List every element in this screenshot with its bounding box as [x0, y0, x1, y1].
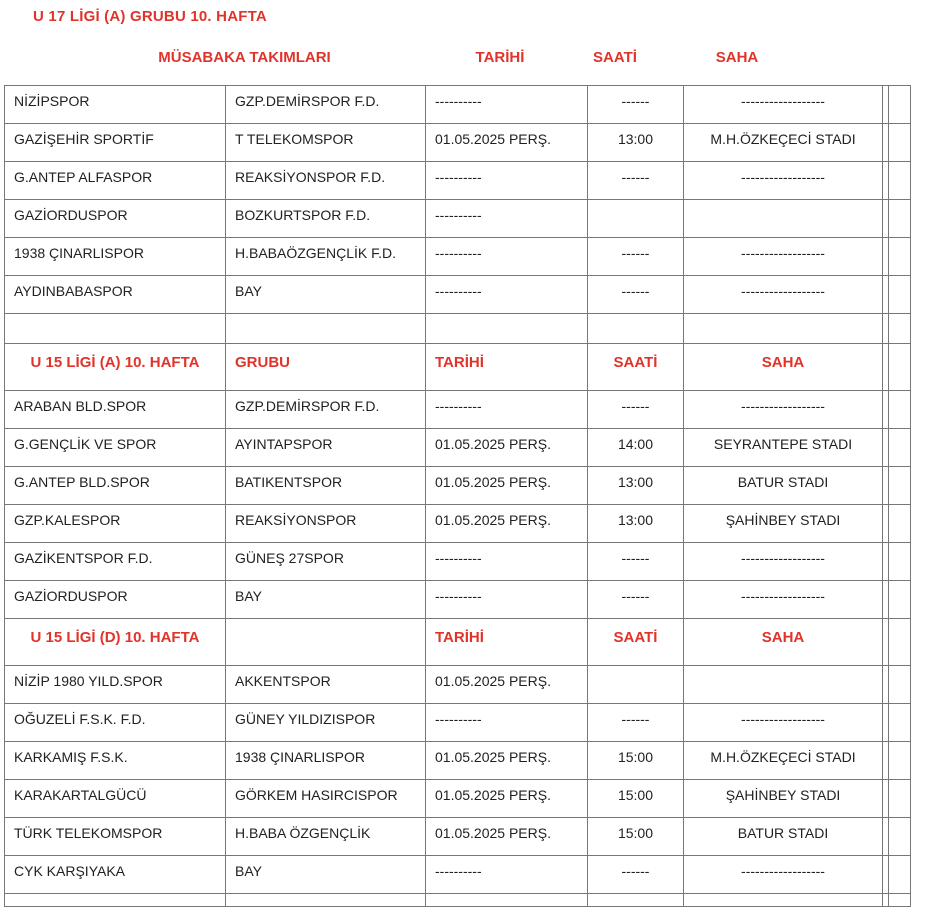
cell-margin — [888, 429, 911, 467]
cell-time: ------ — [587, 581, 683, 619]
cell-date: ---------- — [425, 543, 587, 581]
cell-date: 01.05.2025 PERŞ. — [425, 505, 587, 543]
cell-time: 13:00 — [587, 467, 683, 505]
fixture-row — [4, 238, 911, 276]
cell-venue: ŞAHİNBEY STADI — [683, 505, 883, 543]
cell-venue: SEYRANTEPE STADI — [683, 429, 883, 467]
empty-row — [4, 314, 911, 344]
fixture-row — [4, 124, 911, 162]
cell-away-team: GZP.DEMİRSPOR F.D. — [225, 86, 425, 124]
cell-venue: ŞAHİNBEY STADI — [683, 780, 883, 818]
cell-date: ---------- — [425, 162, 587, 200]
cell-date: 01.05.2025 PERŞ. — [425, 780, 587, 818]
cell-time: 15:00 — [587, 818, 683, 856]
cell-away-team: BOZKURTSPOR F.D. — [225, 200, 425, 238]
cell-venue: BATUR STADI — [683, 467, 883, 505]
venue-column-header: SAHA — [683, 344, 883, 391]
cell-away-team: H.BABA ÖZGENÇLİK — [225, 818, 425, 856]
cell-date — [425, 314, 587, 344]
time-column-header: SAATİ — [587, 344, 683, 391]
cell-time: ------ — [587, 543, 683, 581]
fixture-row — [4, 818, 911, 856]
fixture-row — [4, 200, 911, 238]
cell-margin — [888, 818, 911, 856]
cell-away-team: T TELEKOMSPOR — [225, 124, 425, 162]
cell-away-team: GÜNEY YILDIZISPOR — [225, 704, 425, 742]
cell-home-team: NİZİP 1980 YILD.SPOR — [4, 666, 225, 704]
cell-home-team: KARKAMIŞ F.S.K. — [4, 742, 225, 780]
cell-margin — [888, 344, 911, 391]
partial-row — [4, 894, 911, 907]
fixture-table — [4, 85, 911, 907]
fixture-row — [4, 276, 911, 314]
cell-margin — [888, 704, 911, 742]
cell-home-team: GAZİORDUSPOR — [4, 581, 225, 619]
cell-away-team: BAY — [225, 581, 425, 619]
cell-date: 01.05.2025 PERŞ. — [425, 467, 587, 505]
cell-venue: M.H.ÖZKEÇECİ STADI — [683, 742, 883, 780]
cell-venue: ------------------ — [683, 391, 883, 429]
cell-home-team: OĞUZELİ F.S.K. F.D. — [4, 704, 225, 742]
section-title: U 15 LİGİ (D) 10. HAFTA — [4, 619, 225, 666]
date-column-header: TARİHİ — [425, 619, 587, 666]
cell-time: 14:00 — [587, 429, 683, 467]
cell-away-team: AKKENTSPOR — [225, 666, 425, 704]
time-column-header: SAATİ — [587, 619, 683, 666]
cell-venue: ------------------ — [683, 581, 883, 619]
cell-time: ------ — [587, 704, 683, 742]
cell-away-team: GZP.DEMİRSPOR F.D. — [225, 391, 425, 429]
cell-margin — [888, 742, 911, 780]
cell-date: ---------- — [425, 581, 587, 619]
cell-away-team: H.BABAÖZGENÇLİK F.D. — [225, 238, 425, 276]
fixture-row — [4, 429, 911, 467]
cell-margin — [888, 86, 911, 124]
fixture-row — [4, 467, 911, 505]
cell-home-team: GAZİŞEHİR SPORTİF — [4, 124, 225, 162]
fixture-row — [4, 543, 911, 581]
cell-margin — [888, 276, 911, 314]
cell-venue: M.H.ÖZKEÇECİ STADI — [683, 124, 883, 162]
cell-venue — [683, 314, 883, 344]
cell-away-team: GÜNEŞ 27SPOR — [225, 543, 425, 581]
cell-home-team: NİZİPSPOR — [4, 86, 225, 124]
cell-away-team: BATIKENTSPOR — [225, 467, 425, 505]
cell-venue: BATUR STADI — [683, 818, 883, 856]
cell-time: 15:00 — [587, 742, 683, 780]
cell-time — [587, 200, 683, 238]
time-column-header: SAATİ — [593, 49, 637, 66]
cell-margin — [888, 467, 911, 505]
cell-venue: ------------------ — [683, 276, 883, 314]
cell-time: ------ — [587, 238, 683, 276]
fixture-row — [4, 704, 911, 742]
cell-date: ---------- — [425, 276, 587, 314]
venue-column-header: SAHA — [683, 619, 883, 666]
cell-date: ---------- — [425, 86, 587, 124]
cell-margin — [888, 314, 911, 344]
cell-margin — [888, 619, 911, 666]
cell-away-team: AYINTAPSPOR — [225, 429, 425, 467]
cell-margin — [888, 238, 911, 276]
cell-away-team — [225, 894, 425, 907]
cell-home-team — [4, 894, 225, 907]
cell-venue — [683, 666, 883, 704]
cell-date: ---------- — [425, 704, 587, 742]
cell-venue — [683, 894, 883, 907]
cell-away-team: REAKSİYONSPOR F.D. — [225, 162, 425, 200]
cell-time: ------ — [587, 86, 683, 124]
cell-home-team: TÜRK TELEKOMSPOR — [4, 818, 225, 856]
cell-venue: ------------------ — [683, 162, 883, 200]
cell-away-team: REAKSİYONSPOR — [225, 505, 425, 543]
fixture-row — [4, 742, 911, 780]
cell-time — [587, 666, 683, 704]
cell-venue: ------------------ — [683, 856, 883, 894]
cell-home-team: GAZİORDUSPOR — [4, 200, 225, 238]
cell-margin — [888, 200, 911, 238]
cell-margin — [888, 666, 911, 704]
fixture-row — [4, 780, 911, 818]
cell-home-team: 1938 ÇINARLISPOR — [4, 238, 225, 276]
cell-margin — [888, 581, 911, 619]
cell-date: ---------- — [425, 391, 587, 429]
cell-home-team: GZP.KALESPOR — [4, 505, 225, 543]
cell-venue — [683, 200, 883, 238]
fixture-row — [4, 505, 911, 543]
cell-home-team — [4, 314, 225, 344]
cell-margin — [888, 780, 911, 818]
cell-home-team: ARABAN BLD.SPOR — [4, 391, 225, 429]
section-header-row — [4, 619, 911, 666]
cell-margin — [888, 894, 911, 907]
cell-time: ------ — [587, 856, 683, 894]
cell-venue: ------------------ — [683, 86, 883, 124]
cell-margin — [888, 543, 911, 581]
cell-date: ---------- — [425, 238, 587, 276]
cell-date — [425, 894, 587, 907]
cell-time — [587, 314, 683, 344]
cell-time: ------ — [587, 276, 683, 314]
cell-margin — [888, 162, 911, 200]
fixture-row — [4, 856, 911, 894]
cell-home-team: KARAKARTALGÜCÜ — [4, 780, 225, 818]
cell-home-team: G.GENÇLİK VE SPOR — [4, 429, 225, 467]
page-title: U 17 LİGİ (A) GRUBU 10. HAFTA — [33, 8, 267, 25]
cell-home-team: CYK KARŞIYAKA — [4, 856, 225, 894]
cell-time: 15:00 — [587, 780, 683, 818]
cell-away-team: BAY — [225, 856, 425, 894]
cell-time: 13:00 — [587, 124, 683, 162]
fixture-row — [4, 162, 911, 200]
cell-away-team — [225, 314, 425, 344]
grubu-label — [225, 619, 425, 666]
cell-margin — [888, 856, 911, 894]
cell-margin — [888, 124, 911, 162]
cell-date: ---------- — [425, 856, 587, 894]
cell-date: 01.05.2025 PERŞ. — [425, 666, 587, 704]
section-header-row — [4, 344, 911, 391]
cell-home-team: AYDINBABASPOR — [4, 276, 225, 314]
teams-column-header: MÜSABAKA TAKIMLARI — [158, 49, 331, 66]
cell-away-team: 1938 ÇINARLISPOR — [225, 742, 425, 780]
date-column-header: TARİHİ — [425, 344, 587, 391]
cell-time: ------ — [587, 391, 683, 429]
fixture-row — [4, 666, 911, 704]
cell-time: ------ — [587, 162, 683, 200]
fixture-row — [4, 86, 911, 124]
cell-venue: ------------------ — [683, 543, 883, 581]
cell-home-team: G.ANTEP BLD.SPOR — [4, 467, 225, 505]
cell-date: 01.05.2025 PERŞ. — [425, 818, 587, 856]
grubu-label: GRUBU — [225, 344, 425, 391]
cell-margin — [888, 505, 911, 543]
cell-date: 01.05.2025 PERŞ. — [425, 124, 587, 162]
cell-away-team: BAY — [225, 276, 425, 314]
date-column-header: TARİHİ — [475, 49, 525, 66]
cell-date: 01.05.2025 PERŞ. — [425, 429, 587, 467]
section-title: U 15 LİGİ (A) 10. HAFTA — [4, 344, 225, 391]
cell-venue: ------------------ — [683, 704, 883, 742]
cell-margin — [888, 391, 911, 429]
cell-date: 01.05.2025 PERŞ. — [425, 742, 587, 780]
cell-away-team: GÖRKEM HASIRCISPOR — [225, 780, 425, 818]
column-headers — [4, 49, 883, 66]
venue-column-header: SAHA — [715, 49, 759, 66]
cell-home-team: GAZİKENTSPOR F.D. — [4, 543, 225, 581]
cell-venue: ------------------ — [683, 238, 883, 276]
cell-time — [587, 894, 683, 907]
cell-date: ---------- — [425, 200, 587, 238]
fixture-row — [4, 581, 911, 619]
cell-time: 13:00 — [587, 505, 683, 543]
fixture-row — [4, 391, 911, 429]
cell-home-team: G.ANTEP ALFASPOR — [4, 162, 225, 200]
